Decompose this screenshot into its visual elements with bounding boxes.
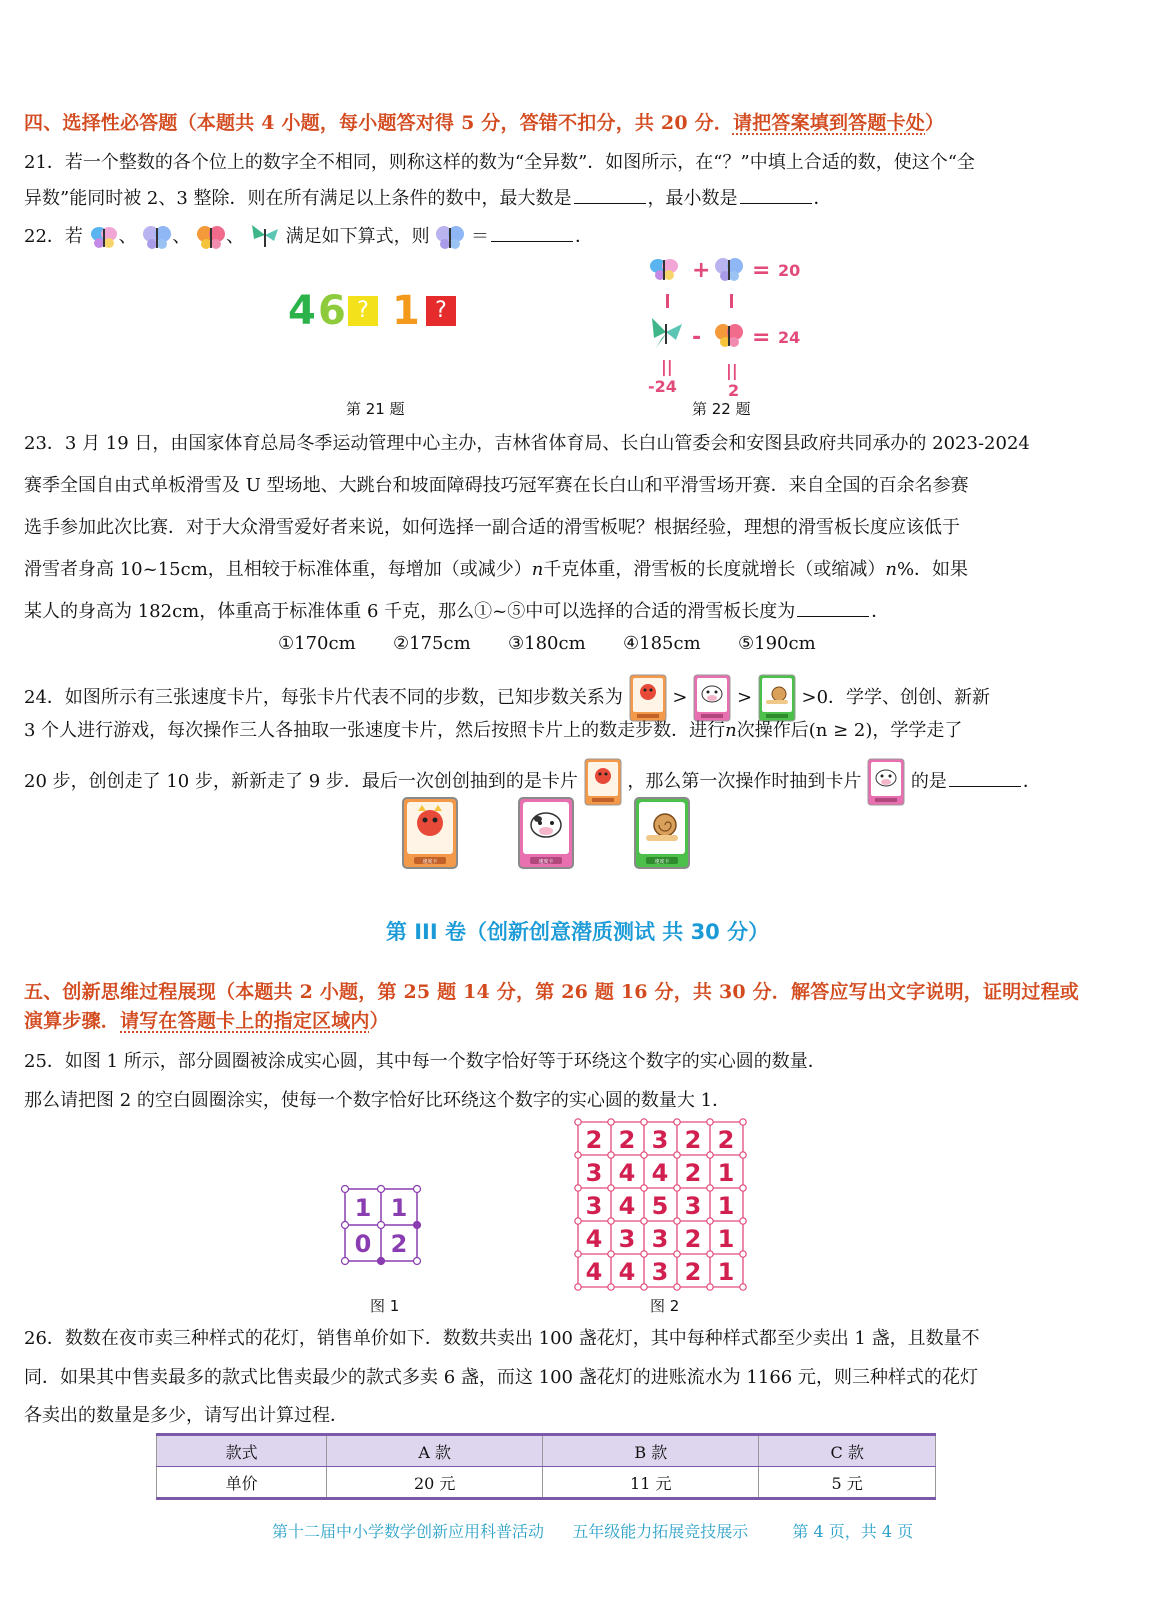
option-2: ②175cm (393, 633, 471, 654)
grid-circle (641, 1185, 647, 1191)
grid-circle (641, 1218, 647, 1224)
svg-text:2: 2 (684, 1159, 702, 1187)
svg-text:5: 5 (651, 1192, 669, 1220)
table-cell: 5 元 (759, 1467, 936, 1499)
table-row (157, 1467, 936, 1499)
svg-text:3: 3 (585, 1192, 603, 1220)
butterfly-purple-icon (715, 258, 743, 281)
q21-blank-max[interactable] (574, 189, 646, 204)
svg-text:0: 0 (354, 1230, 372, 1258)
grid-circle (674, 1251, 680, 1257)
svg-text:速度卡: 速度卡 (538, 859, 554, 865)
grid-circle (707, 1152, 713, 1158)
grid-circle (674, 1185, 680, 1191)
grid-circle (608, 1152, 614, 1158)
equals-sign: = (752, 325, 771, 350)
grid-circle (575, 1185, 581, 1191)
svg-text:3: 3 (651, 1258, 669, 1286)
table-header-row (157, 1435, 936, 1467)
q23-line1: 23．3 月 19 日，由国家体育总局冬季运动管理中心主办，吉林省体育局、长白山管委会和安图县政府共同承办的 2023-2024 (24, 433, 1030, 454)
vertical-bar (666, 294, 669, 308)
butterfly-purple-icon (435, 223, 465, 251)
svg-text:1: 1 (354, 1194, 372, 1222)
butterfly-orange-icon (715, 324, 743, 347)
table-header-cell: B 款 (543, 1435, 759, 1467)
grid-circle (575, 1152, 581, 1158)
q24-line2: 3 个人进行游戏，每次操作三人各抽取一张速度卡片，然后按照卡片上的数走步数．进行n次操作后(n ≥ 2)，学学走了 (24, 720, 963, 741)
q23-line4: 滑雪者身高 10~15cm，且相较于标准体重，每增加（或减少）n千克体重，滑雪板的长度就增长（或缩减）n%．如果 (24, 559, 969, 580)
svg-text:3: 3 (618, 1225, 636, 1253)
butterfly-green-icon (250, 223, 280, 251)
q26-line3: 各卖出的数量是多少，请写出计算过程． (24, 1405, 348, 1426)
part3-title: 第 III 卷（创新创意潜质测试 共 30 分） (385, 920, 770, 944)
question-box-red: ? (426, 296, 456, 326)
svg-text:2: 2 (390, 1230, 408, 1258)
q24-line1: 24．如图所示有三张速度卡片，每张卡片代表不同的步数，已知步数关系为 > > >0．学学、创创、新新 (24, 674, 990, 722)
q26-line2: 同．如果其中售卖最多的款式比售卖最少的款式多卖 6 盏，而这 100 盏花灯的进账流水为 1166 元，则三种样式的花灯 (24, 1367, 978, 1388)
q22-line: 22．若 、 、 、 满足如下算式，则 ＝ ． (24, 222, 593, 251)
q25-figure2 (574, 1118, 750, 1294)
q23-line5: 某人的身高为 182cm，体重高于标准体重 6 千克，那么①~⑤中可以选择的合适的滑雪板长度为 ． (24, 601, 890, 622)
svg-text:2: 2 (585, 1126, 603, 1154)
table-cell: 单价 (157, 1467, 327, 1499)
footer-page: 第 4 页，共 4 页 (792, 1522, 914, 1541)
footer-left: 第十二届中小学数学创新应用科普活动 (272, 1522, 545, 1541)
grid-circle (707, 1185, 713, 1191)
q22-figure (648, 252, 818, 402)
svg-text:2: 2 (684, 1225, 702, 1253)
svg-text:速度卡: 速度卡 (654, 859, 670, 865)
table-header-cell: C 款 (759, 1435, 936, 1467)
option-5: ⑤190cm (738, 633, 816, 654)
grid-circle (674, 1218, 680, 1224)
q23-line3: 选手参加此次比赛．对于大众滑雪爱好者来说，如何选择一副合适的滑雪板呢？根据经验，理想的滑雪板长度应该低于 (24, 517, 960, 538)
grid-circle (608, 1284, 614, 1290)
table-header-cell: 款式 (157, 1435, 327, 1467)
q24-line3: 20 步，创创走了 10 步，新新走了 9 步．最后一次创创抽到的是卡片 ，那么第一次操作时抽到卡片 的是 ． (24, 758, 1041, 806)
svg-text:1: 1 (717, 1159, 735, 1187)
svg-text:3: 3 (651, 1126, 669, 1154)
grid-circle (641, 1284, 647, 1290)
grid-circle (608, 1218, 614, 1224)
butterfly-blue-icon (650, 259, 678, 280)
option-1: ①170cm (278, 633, 356, 654)
svg-text:3: 3 (651, 1225, 669, 1253)
q21-line1: 21．若一个整数的各个位上的数字全不相同，则称这样的数为“全异数”．如图所示，在“？”中填上合适的数，使这个“全 (24, 152, 975, 173)
svg-text:1: 1 (390, 1194, 408, 1222)
svg-text:2: 2 (684, 1258, 702, 1286)
grid-circle (740, 1152, 746, 1158)
grid-circle (641, 1251, 647, 1257)
snail-card (634, 797, 690, 869)
digit-tile: 1 (392, 288, 420, 334)
svg-text:速度卡: 速度卡 (422, 859, 438, 865)
svg-text:2: 2 (717, 1126, 735, 1154)
price-table (156, 1433, 936, 1500)
footer-mid: 五年级能力拓展竞技展示 (572, 1522, 749, 1541)
table-cell: 11 元 (543, 1467, 759, 1499)
dragon-card (402, 797, 458, 869)
svg-text:4: 4 (618, 1192, 636, 1220)
option-3: ③180cm (508, 633, 586, 654)
fig2-caption: 图 2 (650, 1297, 680, 1315)
grid-circle (575, 1119, 581, 1125)
grid-circle (575, 1284, 581, 1290)
q25-line2: 那么请把图 2 的空白圆圈涂实，使每一个数字恰好比环绕这个数字的实心圆的数量大 1． (24, 1090, 731, 1111)
q21-line2: 异数”能同时被 2、3 整除．则在所有满足以上条件的数中，最大数是 ，最小数是 ． (24, 188, 832, 209)
result-24: 24 (778, 328, 801, 347)
svg-text:4: 4 (585, 1225, 603, 1253)
grid-circle (674, 1284, 680, 1290)
q25-figure1 (340, 1184, 422, 1266)
dragon-card-icon (584, 758, 622, 806)
question-box-yellow: ? (348, 296, 378, 326)
svg-text:3: 3 (585, 1159, 603, 1187)
grid-circle (608, 1251, 614, 1257)
grid-circle (575, 1251, 581, 1257)
grid-circle (674, 1119, 680, 1125)
svg-text:1: 1 (717, 1225, 735, 1253)
page-footer (272, 1519, 913, 1542)
table-header-cell: A 款 (327, 1435, 543, 1467)
butterfly-blue-icon (89, 223, 119, 251)
q21-blank-min[interactable] (740, 189, 812, 204)
q22-blank[interactable] (491, 227, 573, 242)
equals-sign: = (752, 258, 771, 283)
equal-bar-right: || (726, 361, 738, 380)
grid-circle (707, 1119, 713, 1125)
equal-bar-left: || (661, 357, 673, 376)
section5-title-line2: 演算步骤．请写在答题卡上的指定区域内） (24, 1010, 389, 1032)
q25-line1: 25．如图 1 所示，部分圆圈被涂成实心圆，其中每一个数字恰好等于环绕这个数字的实心圆的数量． (24, 1051, 826, 1072)
svg-text:1: 1 (717, 1258, 735, 1286)
snail-card-icon (758, 674, 796, 722)
q26-line1: 26．数数在夜市卖三种样式的花灯，销售单价如下．数数共卖出 100 盏花灯，其中每种样式都至少卖出 1 盏，且数量不 (24, 1328, 980, 1349)
plus-sign: + (692, 258, 711, 283)
grid-circle (740, 1218, 746, 1224)
result-neg24: -24 (648, 377, 677, 396)
digit-tile: 4 (288, 288, 316, 334)
grid-circle (740, 1284, 746, 1290)
grid-circle (641, 1119, 647, 1125)
q23-blank[interactable] (797, 602, 869, 617)
svg-text:3: 3 (684, 1192, 702, 1220)
result-20: 20 (778, 261, 801, 280)
grid-circle (641, 1152, 647, 1158)
grid-circle (707, 1284, 713, 1290)
grid-circle (608, 1185, 614, 1191)
grid-circle (740, 1119, 746, 1125)
fig1-caption: 图 1 (370, 1297, 400, 1315)
section4-title: 四、选择性必答题（本题共 4 小题，每小题答对得 5 分，答错不扣分，共 20 分．请把答案填到答题卡处） (24, 112, 945, 134)
svg-text:4: 4 (651, 1159, 669, 1187)
butterfly-green-icon (652, 318, 682, 348)
cow-card-icon (867, 758, 905, 806)
q22-caption: 第 22 题 (692, 400, 751, 418)
grid-circle (608, 1119, 614, 1125)
result-2: 2 (728, 381, 740, 400)
grid-circle (740, 1251, 746, 1257)
table-cell: 20 元 (327, 1467, 543, 1499)
q23-line2: 赛季全国自由式单板滑雪及 U 型场地、大跳台和坡面障碍技巧冠军赛在长白山和平滑雪场开赛．来自全国的百余名参赛 (24, 475, 969, 496)
option-4: ④185cm (623, 633, 701, 654)
cow-card-icon (693, 674, 731, 722)
minus-sign: - (692, 325, 702, 350)
grid-circle (674, 1152, 680, 1158)
vertical-bar (730, 294, 733, 308)
svg-text:4: 4 (618, 1159, 636, 1187)
svg-text:1: 1 (717, 1192, 735, 1220)
section5-title-line1: 五、创新思维过程展现（本题共 2 小题，第 25 题 14 分，第 26 题 16 分，共 30 分．解答应写出文字说明，证明过程或 (24, 981, 1080, 1003)
butterfly-orange-icon (196, 223, 226, 251)
butterfly-purple-icon (142, 223, 172, 251)
q21-caption: 第 21 题 (346, 400, 405, 418)
svg-text:4: 4 (585, 1258, 603, 1286)
svg-text:2: 2 (618, 1126, 636, 1154)
svg-text:4: 4 (618, 1258, 636, 1286)
q24-blank[interactable] (949, 772, 1021, 787)
grid-circle (707, 1218, 713, 1224)
grid-circle (740, 1185, 746, 1191)
grid-circle (575, 1218, 581, 1224)
grid-circle (707, 1251, 713, 1257)
dragon-card-icon (629, 674, 667, 722)
digit-tile: 6 (318, 288, 346, 334)
svg-text:2: 2 (684, 1126, 702, 1154)
cow-card (518, 797, 574, 869)
